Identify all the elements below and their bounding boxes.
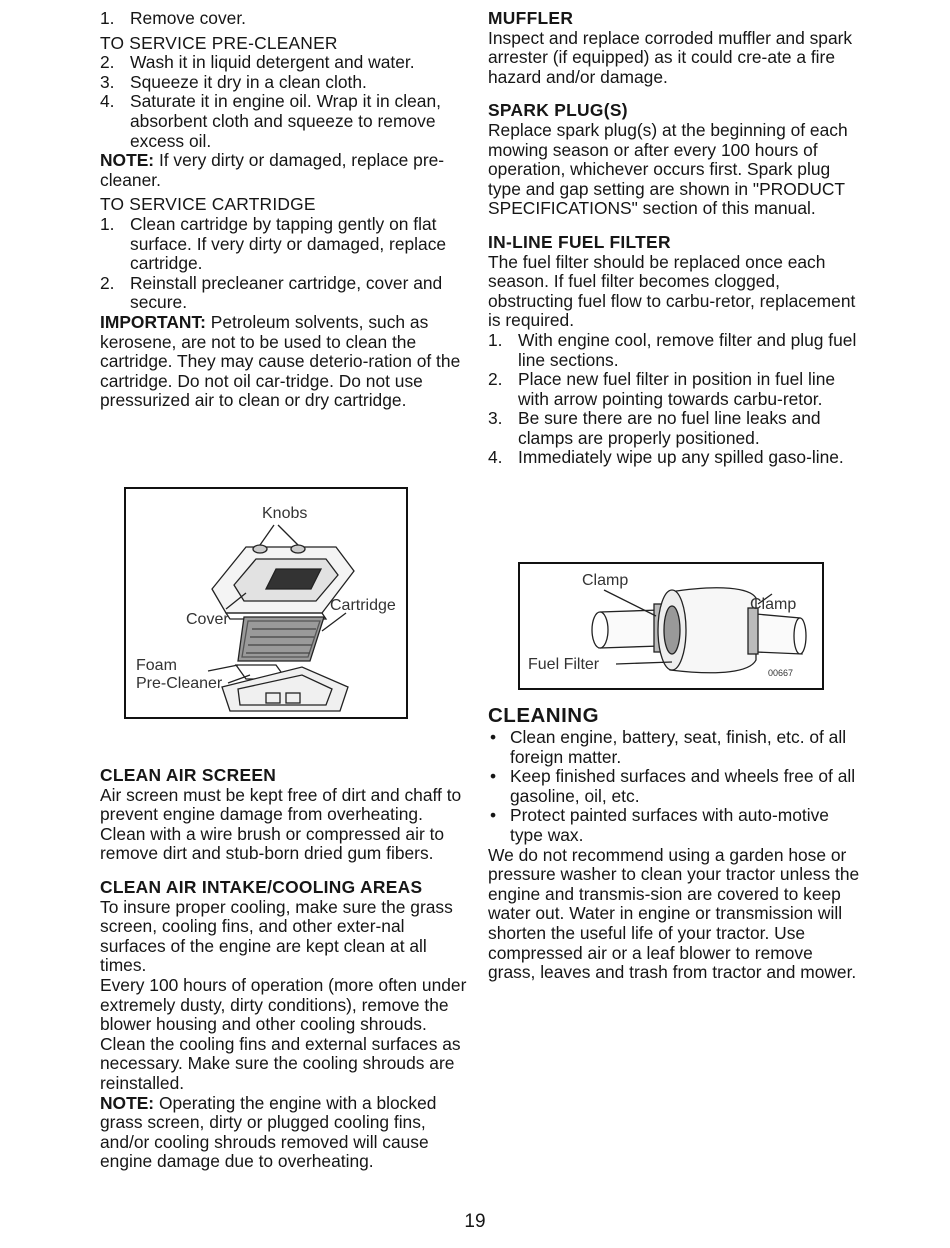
clean-air-screen-text: Air screen must be kept free of dirt and chaff to prevent engine damage from overheating. Clean with a wire brush or compressed air to remove dirt and stub-born dried gum fibers.: [100, 784, 462, 864]
clamp-left-label: Clamp: [582, 572, 629, 589]
step-text: Remove cover.: [130, 8, 246, 28]
cartridge-steps: [100, 215, 470, 313]
cartridge-label: Cartridge: [330, 597, 396, 614]
step-number: 2.: [100, 52, 115, 73]
clean-air-screen-heading: CLEAN AIR SCREEN: [100, 765, 277, 785]
step-text: Place new fuel filter in position in fuel line with arrow pointing towards carbu-retor.: [518, 369, 836, 409]
list-item: [488, 767, 860, 806]
intake-text-1: To insure proper cooling, make sure the grass screen, cooling fins, and other exter-nal surfaces of the engine are kept clean at all times.: [100, 896, 453, 976]
bullet-mark: •: [490, 805, 497, 826]
muffler-heading: MUFFLER: [488, 8, 574, 28]
cleaning-bullets: [488, 728, 860, 846]
pre-cleaner-label: Pre-Cleaner: [136, 675, 223, 692]
step-number: 1.: [488, 329, 503, 350]
fuel-filter-heading: IN-LINE FUEL FILTER: [488, 231, 671, 252]
list-item: [488, 409, 860, 448]
bullet-mark: •: [490, 727, 497, 747]
step-text: Immediately wipe up any spilled gaso-line.: [518, 447, 844, 468]
fuel-filter-label: Fuel Filter: [528, 656, 600, 673]
knobs-label: Knobs: [262, 505, 308, 522]
step-number: 1.: [100, 213, 115, 234]
bullet-text: Keep finished surfaces and wheels free of all gasoline, oil, etc.: [510, 766, 856, 806]
list-item: [488, 728, 860, 767]
step-text: With engine cool, remove filter and plug fuel line sections.: [518, 329, 857, 370]
note-label: NOTE:: [100, 1092, 155, 1113]
note-overheating: [100, 1094, 470, 1172]
important-label: IMPORTANT:: [100, 311, 206, 332]
step-number: 3.: [488, 408, 503, 429]
left-lower-column: [100, 752, 470, 1172]
foam-label: Foam: [136, 657, 177, 674]
intake-text-2: Every 100 hours of operation (more often under extremely dusty, dirty conditions), remove the blower housing and other cooling shrouds. Clean the cooling fins and external surfaces as necessary. Make sure the cooling shrouds are reinstalled.: [100, 974, 467, 1093]
step-number: 1.: [100, 8, 115, 28]
fuel-filter-text: The fuel filter should be replaced once each season. If fuel filter becomes clogged, obstructing fuel flow to carbu-retor, replacement is required.: [488, 251, 856, 331]
note-text: Operating the engine with a blocked grass screen, dirty or plugged cooling fins, and/or cooling shrouds removed will cause engine damage due to overheating.: [100, 1092, 437, 1172]
remove-cover-step: [100, 9, 470, 29]
bullet-mark: •: [490, 766, 497, 787]
figure-code: 00667: [768, 668, 794, 678]
list-item: [100, 92, 470, 151]
step-number: 4.: [100, 91, 115, 112]
step-number: 3.: [100, 71, 115, 92]
list-item: [100, 274, 470, 313]
right-column: [488, 9, 860, 468]
bullet-text: Clean engine, battery, seat, finish, etc. of all foreign matter.: [510, 727, 847, 767]
step-text: Wash it in liquid detergent and water.: [130, 52, 415, 73]
muffler-text: Inspect and replace corroded muffler and spark arrester (if equipped) as it could cre-ate a fire hazard and/or damage.: [488, 27, 853, 87]
step-number: 2.: [488, 369, 503, 390]
step-number: 4.: [488, 447, 503, 468]
fuel-filter-steps: [488, 331, 860, 468]
spark-plug-heading: SPARK PLUG(S): [488, 100, 628, 121]
list-item: [488, 331, 860, 370]
list-item: [100, 73, 470, 93]
cartridge-heading: TO SERVICE CARTRIDGE: [100, 194, 316, 215]
cleaning-heading: CLEANING: [488, 704, 600, 727]
step-number: 2.: [100, 272, 115, 293]
cover-label: Cover: [186, 611, 229, 628]
cleaning-text: We do not recommend using a garden hose or pressure washer to clean your tractor unless the engine and transmis-sion are covered to keep water out. Water in engine or transmission will shorten the useful life of your tractor. Use compressed air or a leaf blower to remove grass, leaves and trash from tractor and mower.: [488, 844, 860, 983]
list-item: [488, 448, 860, 468]
page-number: 19: [464, 1211, 486, 1232]
step-text: Squeeze it dry in a clean cloth.: [130, 71, 367, 92]
cleaning-section: [488, 698, 860, 983]
step-text: Be sure there are no fuel line leaks and clamps are properly positioned.: [518, 408, 821, 448]
spark-plug-text: Replace spark plug(s) at the beginning of each mowing season or after every 100 hours of operation, whichever occurs first. Spark plug type and gap setting are shown in "PRODUCT SPECIFICATIONS" section of this manual.: [488, 119, 848, 219]
left-column: [100, 9, 470, 411]
air-cleaner-diagram: [124, 487, 408, 719]
important-note: [100, 313, 470, 411]
pre-cleaner-steps: [100, 53, 470, 151]
intake-heading: CLEAN AIR INTAKE/COOLING AREAS: [100, 876, 423, 897]
list-item: [100, 53, 470, 73]
note-pre-cleaner: [100, 151, 470, 190]
important-text: Petroleum solvents, such as kerosene, are not to be used to clean the cartridge. They may cause deterio-ration of the cartridge. Do not oil car-tridge. Do not use pressurized air to clean or dry cartridge.: [100, 311, 461, 411]
step-text: Clean cartridge by tapping gently on flat surface. If very dirty or damaged, replace cartridge.: [130, 213, 447, 274]
step-text: Reinstall precleaner cartridge, cover and secure.: [130, 272, 443, 313]
list-item: [100, 215, 470, 274]
fuel-filter-diagram: [518, 562, 824, 690]
list-item: [488, 806, 860, 845]
pre-cleaner-heading: TO SERVICE PRE-CLEANER: [100, 32, 338, 53]
clamp-right-label: Clamp: [750, 596, 797, 613]
note-text: If very dirty or damaged, replace pre-cleaner.: [100, 150, 445, 190]
list-item: [488, 370, 860, 409]
bullet-text: Protect painted surfaces with auto-motive type wax.: [510, 805, 829, 845]
note-label: NOTE:: [100, 150, 155, 171]
step-text: Saturate it in engine oil. Wrap it in clean, absorbent cloth and squeeze to remove excess oil.: [130, 91, 441, 151]
